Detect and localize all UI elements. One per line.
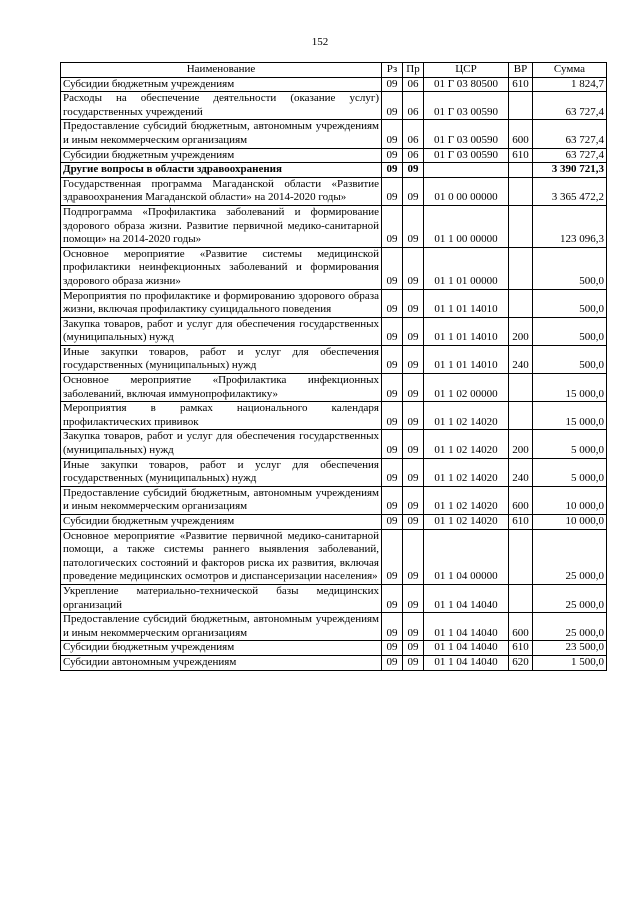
cell-vr — [509, 529, 533, 584]
cell-rz: 09 — [382, 374, 403, 402]
cell-name: Иные закупки товаров, работ и услуг для обеспечения государственных (муниципальных) нужд — [61, 345, 382, 373]
cell-pr: 09 — [403, 641, 424, 656]
cell-name: Подпрограмма «Профилактика заболеваний и формирование здорового образа жизни. Развитие первичной медико-санитарной помощи» на 2014-2020 годы» — [61, 205, 382, 247]
cell-vr — [509, 374, 533, 402]
cell-vr — [509, 289, 533, 317]
cell-csr: 01 1 04 14040 — [424, 655, 509, 670]
cell-pr: 09 — [403, 205, 424, 247]
page-number: 152 — [311, 36, 329, 48]
cell-vr: 610 — [509, 77, 533, 92]
cell-sum: 500,0 — [533, 345, 607, 373]
cell-vr: 200 — [509, 317, 533, 345]
table-header-row — [61, 63, 607, 78]
cell-csr: 01 1 01 00000 — [424, 247, 509, 289]
cell-name: Субсидии бюджетным учреждениям — [61, 515, 382, 530]
table-row — [61, 289, 607, 317]
cell-name: Закупка товаров, работ и услуг для обеспечения государственных (муниципальных) нужд — [61, 317, 382, 345]
cell-name: Предоставление субсидий бюджетным, автономным учреждениям и иным некоммерческим организациям — [61, 486, 382, 514]
table-row — [61, 92, 607, 120]
cell-rz: 09 — [382, 77, 403, 92]
cell-sum: 5 000,0 — [533, 430, 607, 458]
cell-pr: 09 — [403, 163, 424, 178]
cell-csr: 01 1 02 14020 — [424, 486, 509, 514]
cell-sum: 123 096,3 — [533, 205, 607, 247]
cell-pr: 09 — [403, 458, 424, 486]
cell-name: Другие вопросы в области здравоохранения — [61, 163, 382, 178]
table-row — [61, 247, 607, 289]
budget-table — [60, 62, 607, 671]
header-pr: Пр — [403, 63, 424, 78]
table-row — [61, 317, 607, 345]
cell-pr: 09 — [403, 289, 424, 317]
cell-csr: 01 0 00 00000 — [424, 177, 509, 205]
cell-vr: 610 — [509, 148, 533, 163]
table-row — [61, 77, 607, 92]
cell-name: Субсидии бюджетным учреждениям — [61, 148, 382, 163]
cell-pr: 09 — [403, 345, 424, 373]
cell-pr: 06 — [403, 148, 424, 163]
cell-vr — [509, 92, 533, 120]
cell-pr: 09 — [403, 374, 424, 402]
cell-sum: 23 500,0 — [533, 641, 607, 656]
cell-pr: 09 — [403, 613, 424, 641]
cell-sum: 500,0 — [533, 317, 607, 345]
cell-sum: 25 000,0 — [533, 613, 607, 641]
cell-rz: 09 — [382, 655, 403, 670]
cell-sum: 25 000,0 — [533, 529, 607, 584]
table-row — [61, 515, 607, 530]
table-row — [61, 655, 607, 670]
cell-csr: 01 1 02 14020 — [424, 515, 509, 530]
cell-sum: 3 390 721,3 — [533, 163, 607, 178]
cell-name: Укрепление материально-технической базы медицинских организаций — [61, 584, 382, 612]
cell-rz: 09 — [382, 515, 403, 530]
cell-vr — [509, 402, 533, 430]
header-rz: Рз — [382, 63, 403, 78]
cell-csr: 01 Г 03 00590 — [424, 148, 509, 163]
cell-name: Государственная программа Магаданской области «Развитие здравоохранения Магаданской области» на 2014-2020 годы» — [61, 177, 382, 205]
cell-vr — [509, 247, 533, 289]
cell-rz: 09 — [382, 345, 403, 373]
cell-pr: 09 — [403, 529, 424, 584]
table-row-section-total — [61, 163, 607, 178]
cell-sum: 3 365 472,2 — [533, 177, 607, 205]
cell-csr: 01 1 04 14040 — [424, 584, 509, 612]
cell-csr: 01 Г 03 80500 — [424, 77, 509, 92]
cell-rz: 09 — [382, 148, 403, 163]
cell-sum: 15 000,0 — [533, 402, 607, 430]
cell-sum: 63 727,4 — [533, 92, 607, 120]
cell-rz: 09 — [382, 205, 403, 247]
table-row — [61, 120, 607, 148]
cell-name: Мероприятия в рамках национального календаря профилактических прививок — [61, 402, 382, 430]
cell-name: Расходы на обеспечение деятельности (оказание услуг) государственных учреждений — [61, 92, 382, 120]
cell-csr: 01 1 02 14020 — [424, 458, 509, 486]
cell-name: Предоставление субсидий бюджетным, автономным учреждениям и иным некоммерческим организациям — [61, 613, 382, 641]
table-row — [61, 148, 607, 163]
cell-pr: 09 — [403, 317, 424, 345]
header-name: Наименование — [61, 63, 382, 78]
cell-sum: 5 000,0 — [533, 458, 607, 486]
cell-sum: 10 000,0 — [533, 486, 607, 514]
cell-vr: 240 — [509, 345, 533, 373]
cell-pr: 06 — [403, 77, 424, 92]
cell-csr: 01 1 04 00000 — [424, 529, 509, 584]
cell-csr: 01 Г 03 00590 — [424, 120, 509, 148]
cell-vr — [509, 584, 533, 612]
cell-sum: 63 727,4 — [533, 148, 607, 163]
cell-sum: 15 000,0 — [533, 374, 607, 402]
cell-name: Основное мероприятие «Развитие системы медицинской профилактики неинфекционных заболеваний и формирования здорового образа жизни» — [61, 247, 382, 289]
table-row — [61, 430, 607, 458]
table-row — [61, 345, 607, 373]
table-row — [61, 374, 607, 402]
cell-pr: 09 — [403, 486, 424, 514]
cell-csr: 01 1 01 14010 — [424, 317, 509, 345]
cell-csr: 01 1 01 14010 — [424, 345, 509, 373]
table-row — [61, 613, 607, 641]
cell-pr: 09 — [403, 430, 424, 458]
cell-csr: 01 1 02 00000 — [424, 374, 509, 402]
cell-pr: 06 — [403, 120, 424, 148]
cell-pr: 09 — [403, 655, 424, 670]
header-csr: ЦСР — [424, 63, 509, 78]
cell-vr: 240 — [509, 458, 533, 486]
cell-pr: 09 — [403, 247, 424, 289]
cell-csr: 01 1 00 00000 — [424, 205, 509, 247]
cell-sum: 10 000,0 — [533, 515, 607, 530]
cell-pr: 09 — [403, 177, 424, 205]
cell-csr: 01 1 02 14020 — [424, 430, 509, 458]
cell-pr: 09 — [403, 402, 424, 430]
cell-vr — [509, 205, 533, 247]
cell-rz: 09 — [382, 163, 403, 178]
cell-vr: 600 — [509, 120, 533, 148]
table-row — [61, 177, 607, 205]
cell-sum: 63 727,4 — [533, 120, 607, 148]
cell-rz: 09 — [382, 641, 403, 656]
cell-rz: 09 — [382, 247, 403, 289]
cell-name: Мероприятия по профилактике и формированию здорового образа жизни, включая профилактику суицидального поведения — [61, 289, 382, 317]
cell-vr: 610 — [509, 641, 533, 656]
cell-csr — [424, 163, 509, 178]
cell-pr: 06 — [403, 92, 424, 120]
cell-csr: 01 1 02 14020 — [424, 402, 509, 430]
cell-rz: 09 — [382, 402, 403, 430]
cell-vr — [509, 163, 533, 178]
header-sum: Сумма — [533, 63, 607, 78]
cell-csr: 01 1 04 14040 — [424, 641, 509, 656]
cell-name: Субсидии бюджетным учреждениям — [61, 77, 382, 92]
table-row — [61, 584, 607, 612]
cell-pr: 09 — [403, 515, 424, 530]
cell-csr: 01 1 04 14040 — [424, 613, 509, 641]
cell-name: Предоставление субсидий бюджетным, автономным учреждениям и иным некоммерческим организациям — [61, 120, 382, 148]
cell-sum: 500,0 — [533, 289, 607, 317]
cell-vr — [509, 177, 533, 205]
cell-sum: 1 824,7 — [533, 77, 607, 92]
table-body — [61, 77, 607, 670]
table-row — [61, 529, 607, 584]
header-vr: ВР — [509, 63, 533, 78]
cell-name: Закупка товаров, работ и услуг для обеспечения государственных (муниципальных) нужд — [61, 430, 382, 458]
cell-name: Основное мероприятие «Развитие первичной медико-санитарной помощи, а также системы раннего выявления заболеваний, патологических состояний и факторов риска их развития, включая проведение медицинских осмотров и диспансеризации населения» — [61, 529, 382, 584]
table-row — [61, 486, 607, 514]
cell-sum: 1 500,0 — [533, 655, 607, 670]
cell-name: Субсидии автономным учреждениям — [61, 655, 382, 670]
cell-name: Иные закупки товаров, работ и услуг для обеспечения государственных (муниципальных) нужд — [61, 458, 382, 486]
table-row — [61, 641, 607, 656]
cell-rz: 09 — [382, 613, 403, 641]
cell-csr: 01 Г 03 00590 — [424, 92, 509, 120]
cell-vr: 610 — [509, 515, 533, 530]
cell-rz: 09 — [382, 430, 403, 458]
cell-rz: 09 — [382, 317, 403, 345]
cell-sum: 25 000,0 — [533, 584, 607, 612]
table-row — [61, 205, 607, 247]
cell-vr: 200 — [509, 430, 533, 458]
cell-csr: 01 1 01 14010 — [424, 289, 509, 317]
cell-vr: 600 — [509, 613, 533, 641]
cell-sum: 500,0 — [533, 247, 607, 289]
cell-vr: 600 — [509, 486, 533, 514]
cell-rz: 09 — [382, 289, 403, 317]
cell-rz: 09 — [382, 529, 403, 584]
cell-rz: 09 — [382, 458, 403, 486]
cell-name: Основное мероприятие «Профилактика инфекционных заболеваний, включая иммунопрофилактику» — [61, 374, 382, 402]
cell-rz: 09 — [382, 177, 403, 205]
cell-rz: 09 — [382, 584, 403, 612]
table-row — [61, 458, 607, 486]
cell-name: Субсидии бюджетным учреждениям — [61, 641, 382, 656]
cell-rz: 09 — [382, 120, 403, 148]
cell-vr: 620 — [509, 655, 533, 670]
cell-rz: 09 — [382, 92, 403, 120]
cell-pr: 09 — [403, 584, 424, 612]
cell-rz: 09 — [382, 486, 403, 514]
table-row — [61, 402, 607, 430]
